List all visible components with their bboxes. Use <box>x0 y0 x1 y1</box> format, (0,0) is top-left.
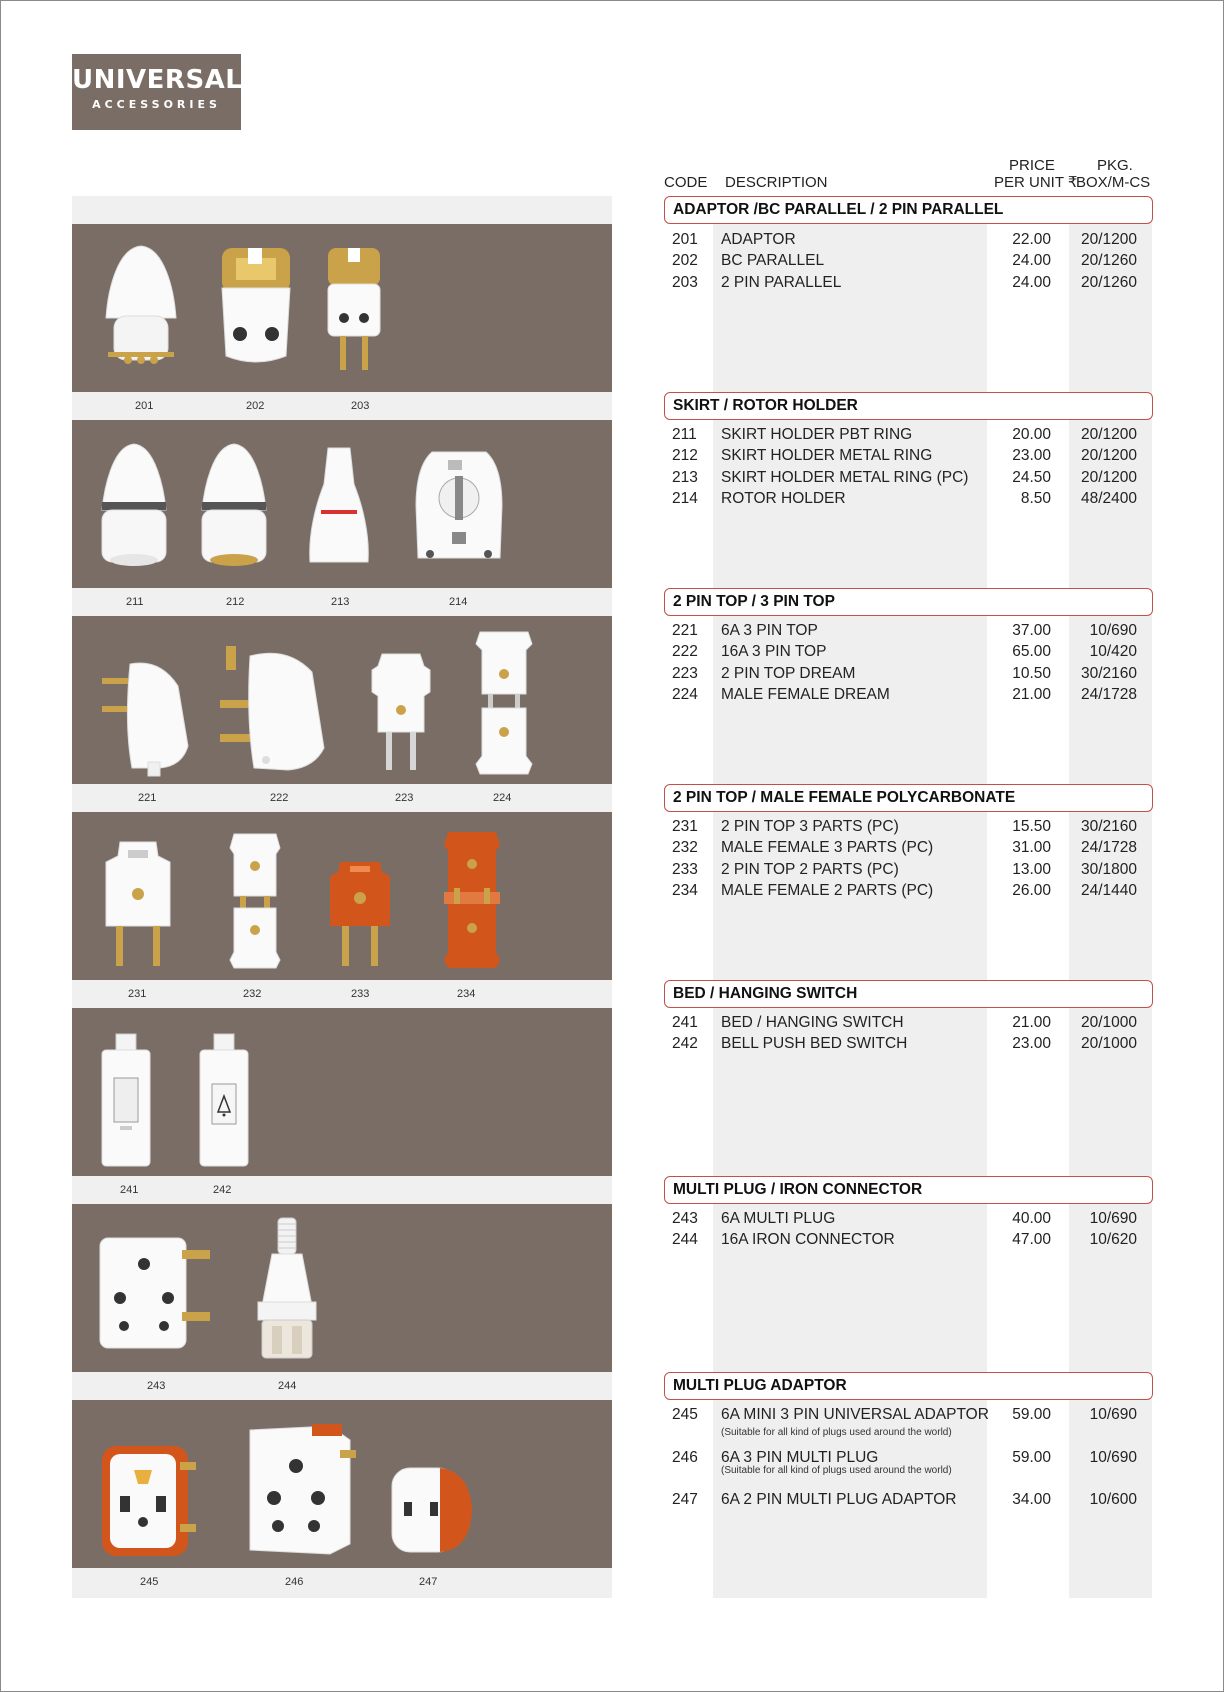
row-code: 232 <box>672 839 698 856</box>
row-pkg: 10/690 <box>1089 622 1137 639</box>
three-pin-top-221-image <box>100 656 192 778</box>
row-description: 16A IRON CONNECTOR <box>721 1231 895 1248</box>
row-code: 221 <box>672 622 698 639</box>
table-row <box>664 274 1154 295</box>
table-row <box>664 1231 1154 1252</box>
universal-adaptor-245-image <box>98 1440 198 1562</box>
row-description: 6A 3 PIN TOP <box>721 622 818 639</box>
two-pin-top-223-image <box>368 648 434 774</box>
row-price: 23.00 <box>1012 1035 1051 1052</box>
row-price: 34.00 <box>1012 1491 1051 1508</box>
header-pkg-line2: BOX/M-CS <box>1076 174 1151 191</box>
row-price: 59.00 <box>1012 1406 1051 1423</box>
row-price: 13.00 <box>1012 861 1051 878</box>
row-code: 212 <box>672 447 698 464</box>
skirt-holder-211-image <box>98 440 170 570</box>
table-row <box>664 1014 1154 1035</box>
row-pkg: 20/1260 <box>1080 252 1137 269</box>
row-pkg: 20/1200 <box>1080 426 1137 443</box>
bell-push-switch-242-image <box>196 1030 252 1170</box>
table-row <box>664 1406 1154 1427</box>
skirt-holder-212-image <box>198 440 270 570</box>
table-row <box>664 622 1154 643</box>
caption-241: 241 <box>120 1184 139 1196</box>
row-description: BC PARALLEL <box>721 252 825 269</box>
three-pin-top-222-image <box>218 640 328 778</box>
table-row <box>664 1035 1154 1056</box>
table-row <box>664 490 1154 511</box>
bed-switch-241-image <box>98 1030 154 1170</box>
caption-242: 242 <box>213 1184 232 1196</box>
adaptor-201-image <box>96 240 186 375</box>
section-title: 2 PIN TOP / MALE FEMALE POLYCARBONATE <box>664 784 1153 812</box>
row-pkg: 48/2400 <box>1080 490 1137 507</box>
row-code: 213 <box>672 469 698 486</box>
male-female-232-image <box>226 830 284 972</box>
row-code: 244 <box>672 1231 698 1248</box>
caption-201: 201 <box>135 400 154 412</box>
bc-parallel-202-image <box>214 244 298 368</box>
table-row <box>664 686 1154 707</box>
row-pkg: 20/1200 <box>1080 231 1137 248</box>
row-pkg: 10/690 <box>1089 1406 1137 1423</box>
row-code: 246 <box>672 1449 698 1466</box>
header-pkg-line1: PKG. <box>1097 157 1133 174</box>
table-row <box>664 1210 1154 1231</box>
row-description: BED / HANGING SWITCH <box>721 1014 904 1031</box>
caption-203: 203 <box>351 400 370 412</box>
section-title: 2 PIN TOP / 3 PIN TOP <box>664 588 1153 616</box>
row-price: 24.00 <box>1012 274 1051 291</box>
caption-232: 232 <box>243 988 262 1000</box>
table-row <box>664 861 1154 882</box>
table-row <box>664 447 1154 468</box>
row-price: 47.00 <box>1012 1231 1051 1248</box>
row-code: 201 <box>672 231 698 248</box>
row-description: MALE FEMALE 2 PARTS (PC) <box>721 882 934 899</box>
row-pkg: 24/1728 <box>1080 839 1137 856</box>
caption-214: 214 <box>449 596 468 608</box>
row-pkg: 30/2160 <box>1080 665 1137 682</box>
two-pin-top-231-image <box>100 836 176 970</box>
row-code: 247 <box>672 1491 698 1508</box>
caption-224: 224 <box>493 792 512 804</box>
header-price-line1: PRICE <box>1009 157 1055 174</box>
caption-234: 234 <box>457 988 476 1000</box>
row-price: 37.00 <box>1012 622 1051 639</box>
row-code: 242 <box>672 1035 698 1052</box>
row-description: 6A 3 PIN MULTI PLUG <box>721 1449 879 1466</box>
row-code: 202 <box>672 252 698 269</box>
row-price: 65.00 <box>1012 643 1051 660</box>
row-description: 6A MINI 3 PIN UNIVERSAL ADAPTOR <box>721 1406 989 1423</box>
table-row <box>664 252 1154 273</box>
header-description: DESCRIPTION <box>725 174 828 191</box>
row-price: 23.00 <box>1012 447 1051 464</box>
caption-222: 222 <box>270 792 289 804</box>
iron-connector-244-image <box>254 1216 320 1362</box>
row-price: 21.00 <box>1012 686 1051 703</box>
row-description: 2 PIN TOP 3 PARTS (PC) <box>721 818 899 835</box>
row-code: 222 <box>672 643 698 660</box>
caption-247: 247 <box>419 1576 438 1588</box>
row-price: 31.00 <box>1012 839 1051 856</box>
row-price: 59.00 <box>1012 1449 1051 1466</box>
row-price: 21.00 <box>1012 1014 1051 1031</box>
caption-233: 233 <box>351 988 370 1000</box>
row-description: 6A 2 PIN MULTI PLUG ADAPTOR <box>721 1491 957 1508</box>
row-description: 2 PIN PARALLEL <box>721 274 842 291</box>
row-pkg: 20/1000 <box>1080 1035 1137 1052</box>
table-row <box>664 231 1154 252</box>
row-pkg: 10/600 <box>1089 1491 1137 1508</box>
row-description: ROTOR HOLDER <box>721 490 846 507</box>
section-title: MULTI PLUG ADAPTOR <box>664 1372 1153 1400</box>
row-code: 223 <box>672 665 698 682</box>
row-price: 26.00 <box>1012 882 1051 899</box>
row-description: 2 PIN TOP 2 PARTS (PC) <box>721 861 899 878</box>
table-row <box>664 818 1154 839</box>
header-price-line2: PER UNIT ₹ <box>994 174 1078 191</box>
row-price: 10.50 <box>1012 665 1051 682</box>
rotor-holder-214-image <box>412 446 506 570</box>
section-title: ADAPTOR /BC PARALLEL / 2 PIN PARALLEL <box>664 196 1153 224</box>
table-row <box>664 643 1154 664</box>
row-code: 241 <box>672 1014 698 1031</box>
caption-231: 231 <box>128 988 147 1000</box>
row-pkg: 24/1728 <box>1080 686 1137 703</box>
table-row <box>664 665 1154 686</box>
row-description: 2 PIN TOP DREAM <box>721 665 856 682</box>
two-pin-parallel-203-image <box>322 244 386 374</box>
caption-244: 244 <box>278 1380 297 1392</box>
row-pkg: 10/620 <box>1089 1231 1137 1248</box>
row-pkg: 20/1000 <box>1080 1014 1137 1031</box>
caption-246: 246 <box>285 1576 304 1588</box>
multi-plug-243-image <box>98 1228 214 1358</box>
row-pkg: 24/1440 <box>1080 882 1137 899</box>
skirt-holder-213-image <box>304 444 374 570</box>
row-description: MALE FEMALE 3 PARTS (PC) <box>721 839 934 856</box>
row-price: 24.00 <box>1012 252 1051 269</box>
two-pin-adaptor-247-image <box>386 1460 476 1560</box>
table-row <box>664 469 1154 490</box>
caption-211: 211 <box>126 596 144 608</box>
row-description: 6A MULTI PLUG <box>721 1210 836 1227</box>
table-row <box>664 882 1154 903</box>
row-description: SKIRT HOLDER PBT RING <box>721 426 913 443</box>
caption-202: 202 <box>246 400 265 412</box>
row-description: MALE FEMALE DREAM <box>721 686 890 703</box>
row-pkg: 30/1800 <box>1080 861 1137 878</box>
table-row <box>664 839 1154 860</box>
two-pin-top-233-image <box>328 856 392 970</box>
caption-243: 243 <box>147 1380 166 1392</box>
section-title: SKIRT / ROTOR HOLDER <box>664 392 1153 420</box>
row-description: BELL PUSH BED SWITCH <box>721 1035 908 1052</box>
row-code: 224 <box>672 686 698 703</box>
brand-logo <box>72 54 241 130</box>
table-row <box>664 1491 1154 1512</box>
row-code: 234 <box>672 882 698 899</box>
brand-name: UNIVERSAL <box>72 65 243 95</box>
row-code: 214 <box>672 490 698 507</box>
row-pkg: 20/1200 <box>1080 447 1137 464</box>
row-code: 245 <box>672 1406 698 1423</box>
row-code: 211 <box>672 426 697 443</box>
row-price: 15.50 <box>1012 818 1051 835</box>
caption-221: 221 <box>138 792 157 804</box>
row-price: 8.50 <box>1020 490 1051 507</box>
row-pkg: 10/690 <box>1089 1449 1137 1466</box>
row-description: 16A 3 PIN TOP <box>721 643 827 660</box>
row-code: 233 <box>672 861 698 878</box>
row-price: 20.00 <box>1012 426 1051 443</box>
row-pkg: 20/1200 <box>1080 469 1137 486</box>
section-title: MULTI PLUG / IRON CONNECTOR <box>664 1176 1153 1204</box>
row-code: 203 <box>672 274 698 291</box>
row-note: (Suitable for all kind of plugs used around the world) <box>721 1465 952 1476</box>
row-price: 40.00 <box>1012 1210 1051 1227</box>
brand-tagline: ACCESSORIES <box>92 98 221 111</box>
section-title: BED / HANGING SWITCH <box>664 980 1153 1008</box>
caption-212: 212 <box>226 596 245 608</box>
row-price: 22.00 <box>1012 231 1051 248</box>
row-pkg: 10/690 <box>1089 1210 1137 1227</box>
header-code: CODE <box>664 174 708 191</box>
male-female-224-image <box>474 628 534 778</box>
row-code: 243 <box>672 1210 698 1227</box>
row-code: 231 <box>672 818 698 835</box>
male-female-234-image <box>440 828 504 972</box>
caption-245: 245 <box>140 1576 159 1588</box>
multi-plug-246-image <box>240 1420 360 1560</box>
row-note: (Suitable for all kind of plugs used around the world) <box>721 1427 952 1438</box>
row-pkg: 10/420 <box>1089 643 1137 660</box>
table-row <box>664 426 1154 447</box>
row-description: SKIRT HOLDER METAL RING <box>721 447 933 464</box>
row-price: 24.50 <box>1012 469 1051 486</box>
caption-213: 213 <box>331 596 350 608</box>
row-pkg: 20/1260 <box>1080 274 1137 291</box>
row-description: ADAPTOR <box>721 231 796 248</box>
caption-223: 223 <box>395 792 414 804</box>
row-description: SKIRT HOLDER METAL RING (PC) <box>721 469 969 486</box>
row-pkg: 30/2160 <box>1080 818 1137 835</box>
